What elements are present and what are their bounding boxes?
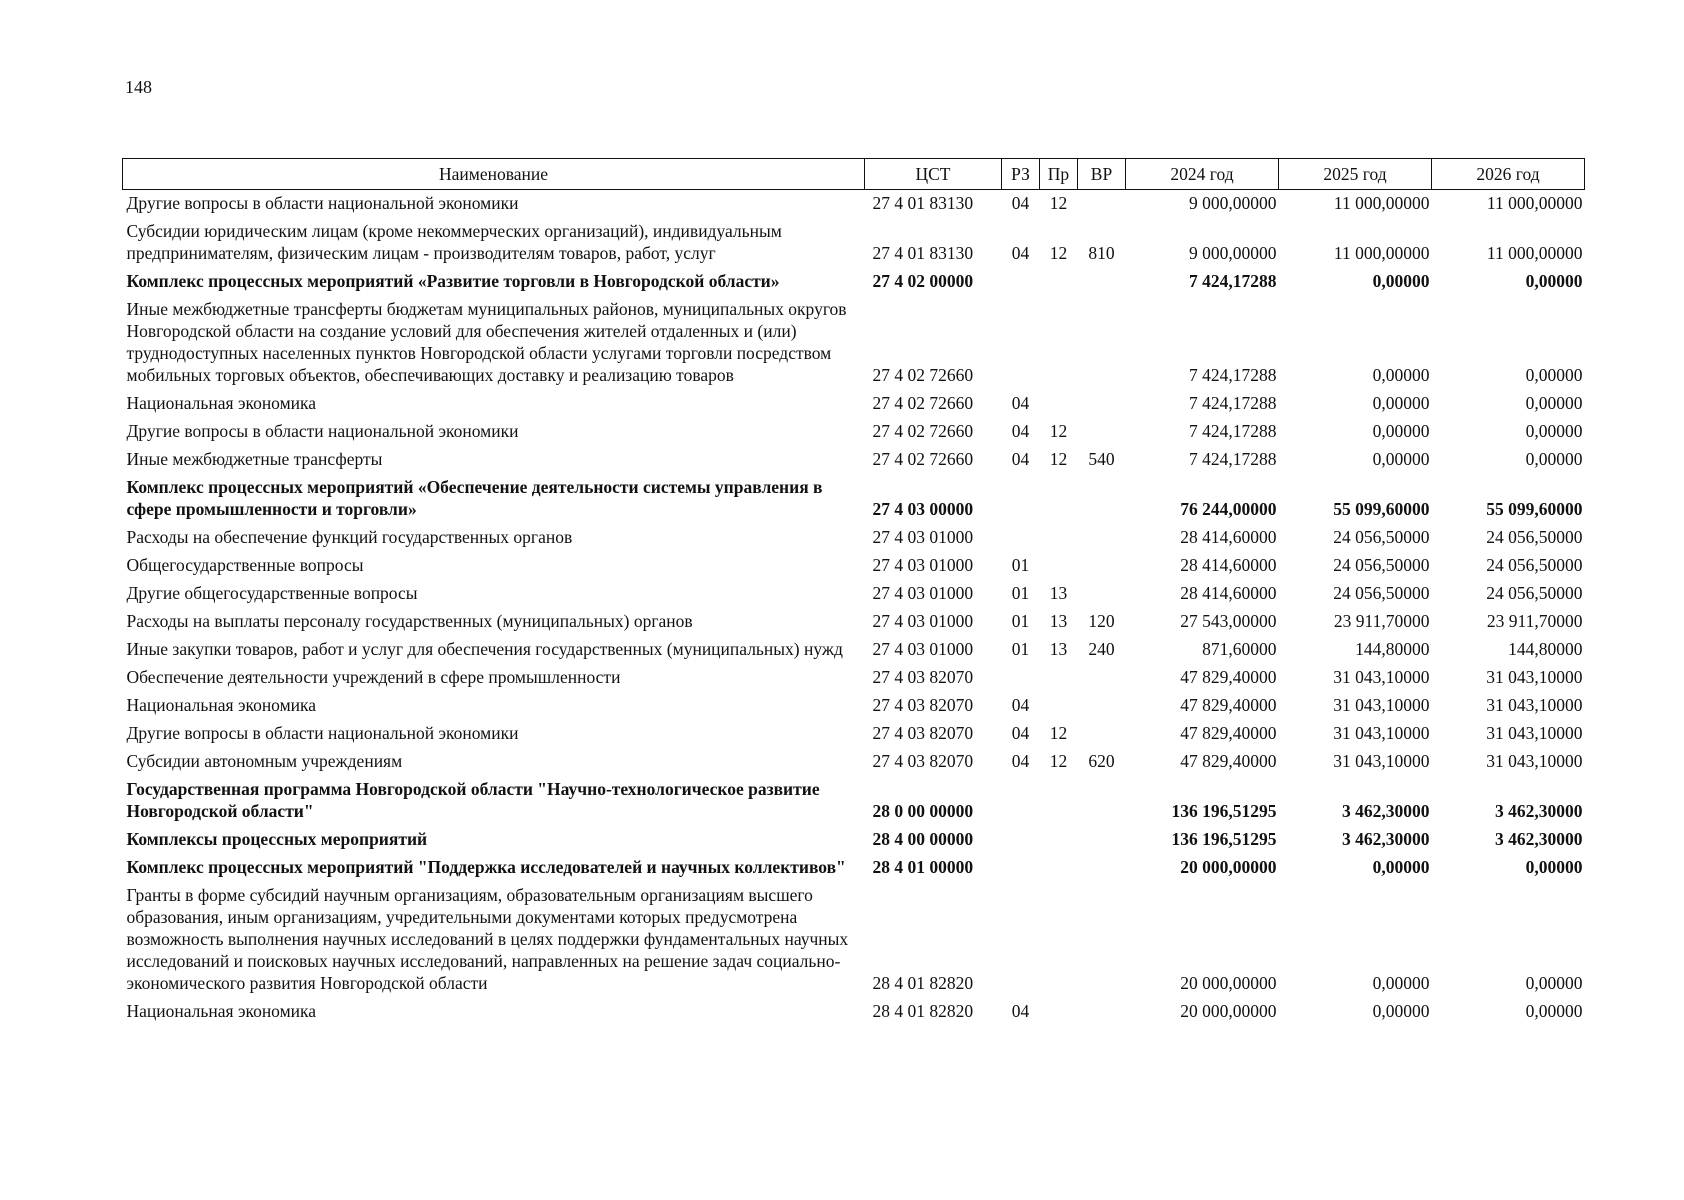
- table-row: [123, 580, 1585, 608]
- row-vr-cell: [1078, 664, 1126, 692]
- row-2026-cell: 55 099,60000: [1486, 499, 1583, 519]
- row-vr-cell: [1078, 776, 1126, 826]
- row-name-cell: Государственная программа Новгородской области "Научно-технологическое развитие Новгородской области": [126, 779, 820, 821]
- row-rz-cell: 04: [1011, 393, 1030, 413]
- row-cst-cell: 27 4 03 01000: [872, 639, 974, 659]
- row-pr-cell: [1040, 474, 1078, 524]
- row-rz-cell: [1002, 664, 1040, 692]
- row-name-cell: Иные межбюджетные трансферты: [126, 449, 383, 469]
- row-cst-cell: 28 4 00 00000: [872, 829, 974, 849]
- column-header-vr: ВР: [1078, 159, 1126, 190]
- row-2026-cell: 0,00000: [1525, 421, 1583, 441]
- row-cst-cell: 27 4 02 00000: [872, 271, 974, 291]
- row-2026-cell: 0,00000: [1525, 365, 1583, 385]
- row-cst-cell: 27 4 01 83130: [872, 243, 974, 263]
- row-vr-cell: [1078, 882, 1126, 998]
- row-pr-cell: 12: [1049, 421, 1068, 441]
- row-pr-cell: 13: [1049, 639, 1068, 659]
- row-rz-cell: 04: [1011, 193, 1030, 213]
- row-2025-cell: 55 099,60000: [1333, 499, 1430, 519]
- row-cst-cell: 27 4 02 72660: [872, 393, 974, 413]
- row-name-cell: Комплекс процессных мероприятий «Развитие торговли в Новгородской области»: [126, 271, 780, 291]
- row-2026-cell: 0,00000: [1525, 449, 1583, 469]
- column-header-2025: 2025 год: [1279, 159, 1432, 190]
- row-2024-cell: 20 000,00000: [1180, 857, 1277, 877]
- row-cst-cell: 27 4 03 00000: [872, 499, 974, 519]
- row-pr-cell: [1040, 552, 1078, 580]
- row-2025-cell: 31 043,10000: [1333, 667, 1430, 687]
- row-name-cell: Общегосударственные вопросы: [126, 555, 364, 575]
- row-2024-cell: 20 000,00000: [1180, 973, 1277, 993]
- table-row: [123, 524, 1585, 552]
- row-2025-cell: 0,00000: [1372, 973, 1430, 993]
- row-vr-cell: 810: [1088, 243, 1115, 263]
- row-cst-cell: 28 4 01 82820: [872, 973, 974, 993]
- row-cst-cell: 27 4 03 82070: [872, 751, 974, 771]
- row-rz-cell: 01: [1011, 639, 1030, 659]
- row-rz-cell: 01: [1011, 611, 1030, 631]
- row-pr-cell: 12: [1049, 243, 1068, 263]
- row-cst-cell: 27 4 03 01000: [872, 555, 974, 575]
- row-rz-cell: [1002, 524, 1040, 552]
- column-header-cst: ЦСТ: [865, 159, 1002, 190]
- row-2024-cell: 47 829,40000: [1180, 723, 1277, 743]
- column-header-2026: 2026 год: [1432, 159, 1585, 190]
- row-name-cell: Расходы на выплаты персоналу государственных (муниципальных) органов: [126, 611, 693, 631]
- column-header-name: Наименование: [123, 159, 865, 190]
- row-rz-cell: 04: [1011, 243, 1030, 263]
- row-2024-cell: 136 196,51295: [1171, 801, 1277, 821]
- row-rz-cell: 04: [1011, 751, 1030, 771]
- row-2024-cell: 47 829,40000: [1180, 667, 1277, 687]
- row-vr-cell: 620: [1088, 751, 1115, 771]
- row-vr-cell: [1078, 524, 1126, 552]
- row-2024-cell: 9 000,00000: [1189, 193, 1277, 213]
- row-2025-cell: 23 911,70000: [1333, 611, 1430, 631]
- row-2024-cell: 7 424,17288: [1189, 271, 1277, 291]
- row-2026-cell: 24 056,50000: [1486, 527, 1583, 547]
- row-2026-cell: 11 000,00000: [1486, 193, 1583, 213]
- row-2026-cell: 3 462,30000: [1495, 801, 1583, 821]
- row-2026-cell: 24 056,50000: [1486, 583, 1583, 603]
- row-cst-cell: 27 4 02 72660: [872, 449, 974, 469]
- table-row: [123, 692, 1585, 720]
- row-rz-cell: [1002, 474, 1040, 524]
- row-2025-cell: 11 000,00000: [1333, 193, 1430, 213]
- row-2026-cell: 31 043,10000: [1486, 667, 1583, 687]
- table-row: [123, 720, 1585, 748]
- row-cst-cell: 27 4 03 82070: [872, 723, 974, 743]
- table-row: [123, 218, 1585, 268]
- row-name-cell: Другие общегосударственные вопросы: [126, 583, 418, 603]
- row-2025-cell: 0,00000: [1372, 393, 1430, 413]
- table-row: [123, 446, 1585, 474]
- row-name-cell: Иные закупки товаров, работ и услуг для обеспечения государственных (муниципальных) нужд: [126, 639, 843, 659]
- row-pr-cell: [1040, 882, 1078, 998]
- row-2026-cell: 31 043,10000: [1486, 695, 1583, 715]
- row-name-cell: Комплекс процессных мероприятий "Поддержка исследователей и научных коллективов": [126, 857, 846, 877]
- row-2026-cell: 0,00000: [1525, 393, 1583, 413]
- row-cst-cell: 28 4 01 82820: [872, 1001, 974, 1021]
- row-2025-cell: 11 000,00000: [1333, 243, 1430, 263]
- row-cst-cell: 27 4 03 82070: [872, 667, 974, 687]
- row-pr-cell: 13: [1049, 611, 1068, 631]
- row-cst-cell: 27 4 03 82070: [872, 695, 974, 715]
- row-rz-cell: [1002, 854, 1040, 882]
- row-2026-cell: 3 462,30000: [1495, 829, 1583, 849]
- budget-table: [122, 158, 1585, 1026]
- table-row: [123, 190, 1585, 219]
- row-cst-cell: 27 4 01 83130: [872, 193, 974, 213]
- row-pr-cell: 12: [1049, 751, 1068, 771]
- row-2025-cell: 31 043,10000: [1333, 695, 1430, 715]
- row-2024-cell: 76 244,00000: [1180, 499, 1277, 519]
- table-row: [123, 998, 1585, 1026]
- row-2024-cell: 47 829,40000: [1180, 751, 1277, 771]
- table-row: [123, 552, 1585, 580]
- row-name-cell: Субсидии автономным учреждениям: [126, 751, 403, 771]
- row-name-cell: Расходы на обеспечение функций государственных органов: [126, 527, 573, 547]
- row-vr-cell: [1078, 190, 1126, 219]
- row-2024-cell: 7 424,17288: [1189, 449, 1277, 469]
- row-rz-cell: 04: [1011, 723, 1030, 743]
- row-name-cell: Комплекс процессных мероприятий «Обеспечение деятельности системы управления в сфере промышленности и торговли»: [126, 477, 823, 519]
- row-name-cell: Другие вопросы в области национальной экономики: [126, 723, 519, 743]
- row-pr-cell: 12: [1049, 449, 1068, 469]
- row-2025-cell: 3 462,30000: [1342, 829, 1430, 849]
- row-pr-cell: 12: [1049, 723, 1068, 743]
- row-vr-cell: [1078, 998, 1126, 1026]
- table-row: [123, 268, 1585, 296]
- row-2025-cell: 0,00000: [1372, 365, 1430, 385]
- row-pr-cell: [1040, 524, 1078, 552]
- page-number: 148: [125, 77, 152, 97]
- table-row: [123, 748, 1585, 776]
- row-2026-cell: 0,00000: [1525, 857, 1583, 877]
- row-pr-cell: [1040, 692, 1078, 720]
- row-vr-cell: [1078, 552, 1126, 580]
- row-2025-cell: 24 056,50000: [1333, 583, 1430, 603]
- row-cst-cell: 27 4 02 72660: [872, 365, 974, 385]
- row-rz-cell: [1002, 826, 1040, 854]
- row-vr-cell: [1078, 580, 1126, 608]
- row-cst-cell: 27 4 02 72660: [872, 421, 974, 441]
- row-2026-cell: 144,80000: [1508, 639, 1583, 659]
- table-row: [123, 390, 1585, 418]
- column-header-2024: 2024 год: [1126, 159, 1279, 190]
- row-name-cell: Национальная экономика: [126, 695, 317, 715]
- row-cst-cell: 28 4 01 00000: [872, 857, 974, 877]
- table-row: [123, 776, 1585, 826]
- row-2025-cell: 0,00000: [1372, 271, 1430, 291]
- row-2024-cell: 7 424,17288: [1189, 421, 1277, 441]
- header-row: [123, 159, 1585, 190]
- row-2024-cell: 7 424,17288: [1189, 365, 1277, 385]
- row-pr-cell: [1040, 296, 1078, 390]
- row-2025-cell: 0,00000: [1372, 421, 1430, 441]
- row-vr-cell: [1078, 390, 1126, 418]
- row-name-cell: Иные межбюджетные трансферты бюджетам муниципальных районов, муниципальных округов Новгородской области на создание условий для обеспечения жителей отдаленных и (или) труднодоступных населенных пунктов Новгородской области услугами торговли посредством мобильных торговых объектов, обеспечивающих доставку и реализацию товаров: [126, 299, 847, 385]
- row-2026-cell: 31 043,10000: [1486, 723, 1583, 743]
- row-name-cell: Национальная экономика: [126, 1001, 317, 1021]
- row-2025-cell: 31 043,10000: [1333, 751, 1430, 771]
- column-header-rz: РЗ: [1002, 159, 1040, 190]
- row-2025-cell: 0,00000: [1372, 1001, 1430, 1021]
- row-cst-cell: 28 0 00 00000: [872, 801, 974, 821]
- row-rz-cell: [1002, 296, 1040, 390]
- row-rz-cell: 04: [1011, 421, 1030, 441]
- row-pr-cell: 13: [1049, 583, 1068, 603]
- row-rz-cell: 01: [1011, 583, 1030, 603]
- row-rz-cell: [1002, 268, 1040, 296]
- row-pr-cell: 12: [1049, 193, 1068, 213]
- row-2026-cell: 11 000,00000: [1486, 243, 1583, 263]
- row-name-cell: Национальная экономика: [126, 393, 317, 413]
- table-body: [123, 190, 1585, 1027]
- table-row: [123, 636, 1585, 664]
- row-rz-cell: [1002, 882, 1040, 998]
- row-name-cell: Комплексы процессных мероприятий: [126, 829, 428, 849]
- row-2026-cell: 24 056,50000: [1486, 555, 1583, 575]
- row-rz-cell: 04: [1011, 695, 1030, 715]
- row-2026-cell: 0,00000: [1525, 973, 1583, 993]
- row-2024-cell: 27 543,00000: [1180, 611, 1277, 631]
- row-2025-cell: 0,00000: [1372, 857, 1430, 877]
- row-vr-cell: [1078, 418, 1126, 446]
- row-name-cell: Другие вопросы в области национальной экономики: [126, 421, 519, 441]
- row-2024-cell: 9 000,00000: [1189, 243, 1277, 263]
- row-2025-cell: 144,80000: [1355, 639, 1430, 659]
- row-2024-cell: 47 829,40000: [1180, 695, 1277, 715]
- table-row: [123, 608, 1585, 636]
- row-2025-cell: 24 056,50000: [1333, 527, 1430, 547]
- row-vr-cell: 540: [1088, 449, 1115, 469]
- row-rz-cell: 01: [1011, 555, 1030, 575]
- row-2024-cell: 28 414,60000: [1180, 583, 1277, 603]
- row-2024-cell: 28 414,60000: [1180, 527, 1277, 547]
- row-2024-cell: 871,60000: [1202, 639, 1277, 659]
- row-2026-cell: 23 911,70000: [1486, 611, 1583, 631]
- row-2024-cell: 28 414,60000: [1180, 555, 1277, 575]
- row-2025-cell: 24 056,50000: [1333, 555, 1430, 575]
- column-header-pr: Пр: [1040, 159, 1078, 190]
- row-pr-cell: [1040, 998, 1078, 1026]
- row-name-cell: Обеспечение деятельности учреждений в сфере промышленности: [126, 667, 621, 687]
- row-name-cell: Гранты в форме субсидий научным организациям, образовательным организациям высшего образования, иным организациям, учредительными документами которых предусмотрена возможность выполнения научных исследований в целях поддержки фундаментальных научных исследований и поисковых научных исследований, направленных на решение задач социально-экономического развития Новгородской области: [126, 885, 849, 993]
- table-row: [123, 296, 1585, 390]
- row-vr-cell: [1078, 826, 1126, 854]
- row-pr-cell: [1040, 268, 1078, 296]
- table-row: [123, 664, 1585, 692]
- row-vr-cell: 120: [1088, 611, 1115, 631]
- row-vr-cell: [1078, 720, 1126, 748]
- row-rz-cell: [1002, 776, 1040, 826]
- table-header: [123, 159, 1585, 190]
- row-2025-cell: 31 043,10000: [1333, 723, 1430, 743]
- row-vr-cell: [1078, 474, 1126, 524]
- row-name-cell: Другие вопросы в области национальной экономики: [126, 193, 519, 213]
- row-vr-cell: [1078, 854, 1126, 882]
- row-pr-cell: [1040, 776, 1078, 826]
- row-2026-cell: 0,00000: [1525, 1001, 1583, 1021]
- row-2024-cell: 20 000,00000: [1180, 1001, 1277, 1021]
- table-row: [123, 854, 1585, 882]
- row-vr-cell: 240: [1088, 639, 1115, 659]
- row-2025-cell: 0,00000: [1372, 449, 1430, 469]
- row-vr-cell: [1078, 268, 1126, 296]
- table-row: [123, 826, 1585, 854]
- row-rz-cell: 04: [1011, 1001, 1030, 1021]
- row-cst-cell: 27 4 03 01000: [872, 583, 974, 603]
- row-rz-cell: 04: [1011, 449, 1030, 469]
- row-name-cell: Субсидии юридическим лицам (кроме некоммерческих организаций), индивидуальным предпринимателям, физическим лицам - производителям товаров, работ, услуг: [126, 221, 782, 263]
- table-row: [123, 418, 1585, 446]
- row-2024-cell: 7 424,17288: [1189, 393, 1277, 413]
- row-pr-cell: [1040, 390, 1078, 418]
- row-2026-cell: 0,00000: [1525, 271, 1583, 291]
- row-vr-cell: [1078, 296, 1126, 390]
- row-pr-cell: [1040, 664, 1078, 692]
- row-cst-cell: 27 4 03 01000: [872, 527, 974, 547]
- row-pr-cell: [1040, 826, 1078, 854]
- row-vr-cell: [1078, 692, 1126, 720]
- table-row: [123, 882, 1585, 998]
- row-pr-cell: [1040, 854, 1078, 882]
- row-cst-cell: 27 4 03 01000: [872, 611, 974, 631]
- row-2024-cell: 136 196,51295: [1171, 829, 1277, 849]
- table-row: [123, 474, 1585, 524]
- row-2025-cell: 3 462,30000: [1342, 801, 1430, 821]
- row-2026-cell: 31 043,10000: [1486, 751, 1583, 771]
